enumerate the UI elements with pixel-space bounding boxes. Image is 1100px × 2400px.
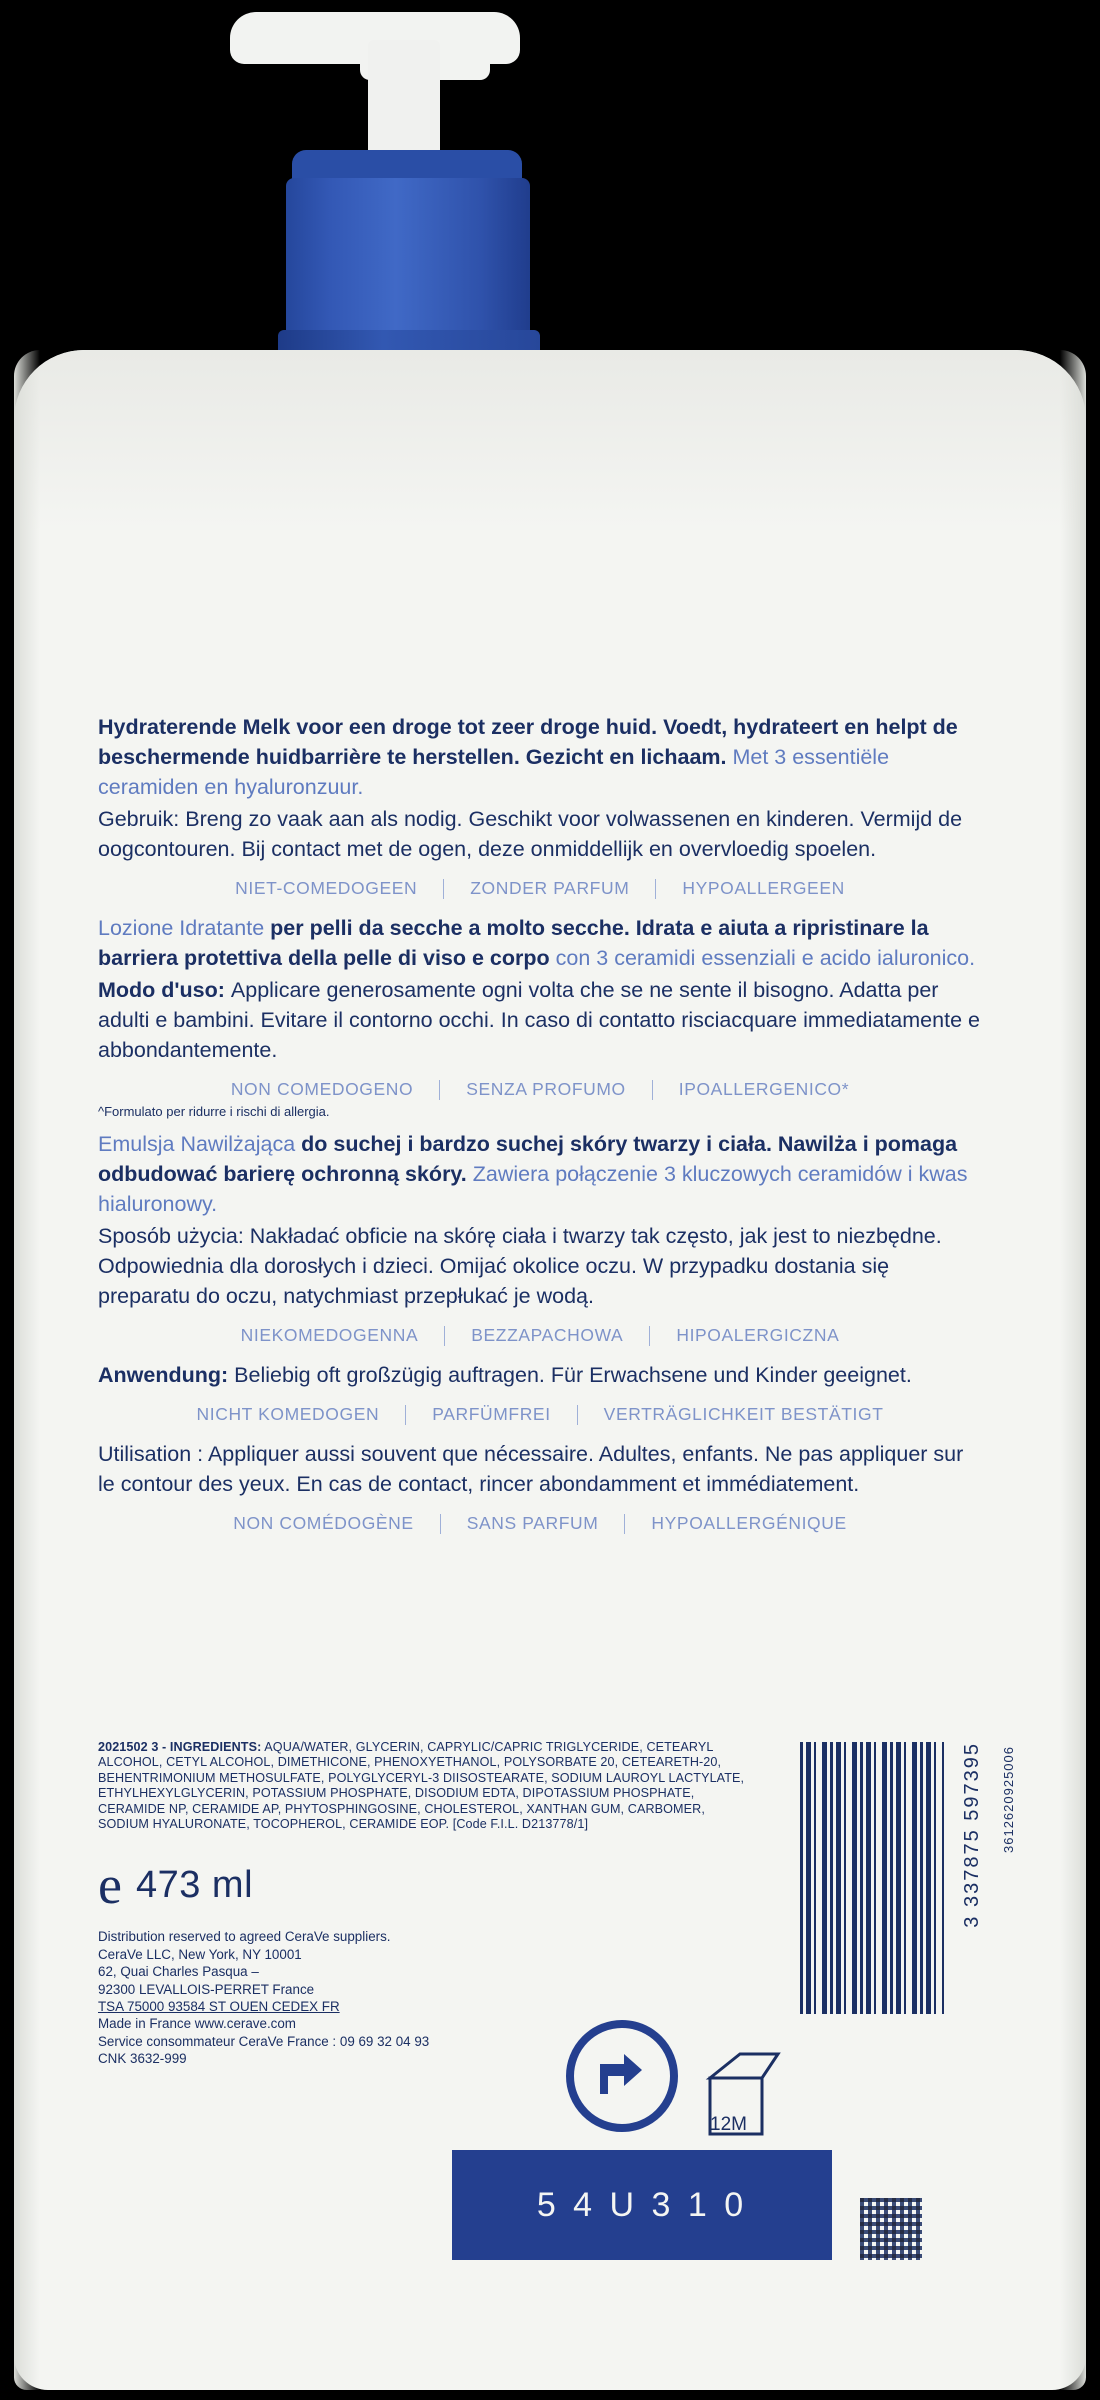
text-run: do suchej i bardzo suchej skóry twarzy i ciała. Nawilża i pomaga odbudować barierę ochronną skóry.: [98, 1132, 958, 1186]
claim-label: ZONDER PARFUM: [470, 878, 630, 898]
claim-label: BEZZAPACHOWA: [471, 1325, 624, 1345]
distribution-line-4: 92300 LEVALLOIS-PERRET France: [98, 1981, 315, 1997]
text-run: Utilisation :: [98, 1442, 208, 1466]
claim-label: PARFÜMFREI: [432, 1404, 551, 1424]
batch-code: 5 4 U 3 1 0: [536, 2185, 748, 2224]
estimated-sign-icon: e: [98, 1855, 122, 1916]
distribution-line-5: TSA 75000 93584 ST OUEN CEDEX FR: [98, 1999, 340, 2015]
text-run: Nakładać obficie na skórę ciała i twarzy tak często, jak jest to niezbędne. Odpowiednia dla dorosłych i dzieci. Omijać okolice oczu. W przypadku dostania się preparatu do oczu, natychmiast przepłukać je wodą.: [98, 1224, 942, 1308]
text-run: con 3 ceramidi essenziali e acido ialuronico.: [555, 946, 976, 970]
paragraph-it-0: [98, 913, 982, 973]
paragraph-fr-0: [98, 1439, 982, 1499]
distribution-line-2: CeraVe LLC, New York, NY 10001: [98, 1946, 302, 1962]
ingredients-heading: 2021502 3 - INGREDIENTS:: [98, 1740, 262, 1754]
claims-row-fr: [98, 1513, 982, 1534]
claim-label: IPOALLERGENICO*: [678, 1079, 850, 1099]
barcode-number: 3 337875 597395: [961, 1742, 983, 1928]
distribution-line-3: 62, Quai Charles Pasqua –: [98, 1964, 259, 1980]
text-run: Sposób użycia:: [98, 1224, 250, 1248]
text-run: Breng zo vaak aan als nodig. Geschikt voor volwassenen en kinderen. Vermijd de oogcontouren. Bij contact met de ogen, deze onmiddellijk en overvloedig spoelen.: [98, 807, 963, 861]
period-after-opening-icon: [700, 2048, 784, 2140]
claims-footnote-it: ^Formulato per ridurre i rischi di allergia.: [98, 1104, 330, 1119]
paragraph-de-0: [98, 1360, 982, 1390]
text-run: Gebruik:: [98, 807, 186, 831]
barcode-secondary-number: 3612620925006: [1001, 1746, 1016, 1853]
distribution-line-1: Distribution reserved to agreed CeraVe suppliers.: [98, 1929, 391, 1945]
paragraph-pl-0: [98, 1129, 982, 1219]
claim-label: SENZA PROFUMO: [466, 1079, 626, 1099]
pao-label: 12M: [710, 2114, 747, 2135]
language-block-nl: [98, 712, 982, 899]
claims-row-de: [98, 1404, 982, 1425]
claims-row-pl: [98, 1325, 982, 1346]
distribution-line-8: CNK 3632-999: [98, 2051, 187, 2067]
recycle-icon: [566, 2020, 678, 2132]
claim-label: HYPOALLERGÉNIQUE: [651, 1513, 847, 1533]
ingredients-text: AQUA/WATER, GLYCERIN, CAPRYLIC/CAPRIC TRIGLYCERIDE, CETEARYL ALCOHOL, CETYL ALCOHOL, DIMETHICONE, PHENOXYETHANOL, POLYSORBATE 20, CETEARETH-20, BEHENTRIMONIUM METHOSULFATE, POLYGLYCERYL-3 DIISOSTEARATE, SODIUM LAUROYL LACTYLATE, ETHYLHEXYLGLYCERIN, POTASSIUM PHOSPHATE, DISODIUM EDTA, DIPOTASSIUM PHOSPHATE, CERAMIDE NP, CERAMIDE AP, PHYTOSPHINGOSINE, CHOLESTEROL, XANTHAN GUM, CARBOMER, SODIUM HYALURONATE, TOCOPHEROL, CERAMIDE EOP. [Code F.I.L. D213778/1]: [98, 1740, 745, 1832]
datamatrix-code: [860, 2198, 922, 2260]
text-run: Emulsja Nawilżająca: [98, 1132, 302, 1156]
claims-row-it: [98, 1079, 982, 1100]
claim-label: NON COMEDOGENO: [230, 1079, 414, 1099]
batch-code-band: [452, 2150, 832, 2260]
text-run: per pelli da secche a molto secche. Idrata e aiuta a ripristinare la barriera protettiva della pelle di viso e corpo: [98, 916, 929, 970]
claim-label: VERTRÄGLICHKEIT BESTÄTIGT: [603, 1404, 884, 1424]
language-block-fr: [98, 1439, 982, 1534]
text-run: Beliebig oft großzügig auftragen. Für Erwachsene und Kinder geeignet.: [234, 1363, 912, 1387]
claims-row-nl: [98, 878, 982, 899]
language-block-de: [98, 1360, 982, 1425]
paragraph-pl-1: [98, 1221, 982, 1311]
text-run: voor een droge tot zeer droge huid. Voedt, hydrateert en helpt de beschermende huidbarrière te herstellen. Gezicht en lichaam.: [98, 715, 958, 769]
claim-label: SANS PARFUM: [466, 1513, 599, 1533]
claim-label: NON COMÉDOGÈNE: [233, 1513, 414, 1533]
language-block-it: [98, 913, 982, 1119]
claim-label: NIET-COMEDOGEEN: [235, 878, 418, 898]
text-run: Anwendung:: [98, 1363, 235, 1387]
text-run: Appliquer aussi souvent que nécessaire. Adultes, enfants. Ne pas appliquer sur le contour des yeux. En cas de contact, rincer abondamment et immédiatement.: [98, 1442, 964, 1496]
paragraph-nl-0: [98, 712, 982, 802]
text-run: Hydraterende Melk: [98, 715, 297, 739]
barcode-bars: [800, 1742, 944, 2014]
label-text-block: [98, 712, 982, 1548]
text-run: Modo d'uso:: [98, 978, 231, 1002]
paragraph-it-1: [98, 975, 982, 1065]
ingredients-list: [98, 1740, 748, 1832]
text-run: Applicare generosamente ogni volta che se ne sente il bisogno. Adatta per adulti e bambini. Evitare il contorno occhi. In caso di contatto risciacquare immediatamente e abbondantemente.: [98, 978, 980, 1062]
text-run: Met 3 essentiële ceramiden en hyaluronzuur.: [98, 745, 890, 799]
claim-label: HIPOALERGICZNA: [676, 1325, 840, 1345]
claim-label: NIEKOMEDOGENNA: [240, 1325, 419, 1345]
pump-cap: [286, 178, 530, 343]
volume-value: 473 ml: [135, 1863, 254, 1906]
claim-label: HYPOALLERGEEN: [682, 878, 845, 898]
paragraph-nl-1: [98, 804, 982, 864]
distribution-info: [98, 1928, 618, 2067]
claim-label: NICHT KOMEDOGEN: [196, 1404, 380, 1424]
distribution-line-6: Made in France www.cerave.com: [98, 2016, 296, 2032]
distribution-line-7: Service consommateur CeraVe France : 09 69 32 04 93: [98, 2033, 430, 2049]
text-run: Lozione Idratante: [98, 916, 271, 940]
language-block-pl: [98, 1129, 982, 1346]
barcode: [800, 1742, 1016, 2014]
text-run: Zawiera połączenie 3 kluczowych ceramidów i kwas hialuronowy.: [98, 1162, 968, 1216]
